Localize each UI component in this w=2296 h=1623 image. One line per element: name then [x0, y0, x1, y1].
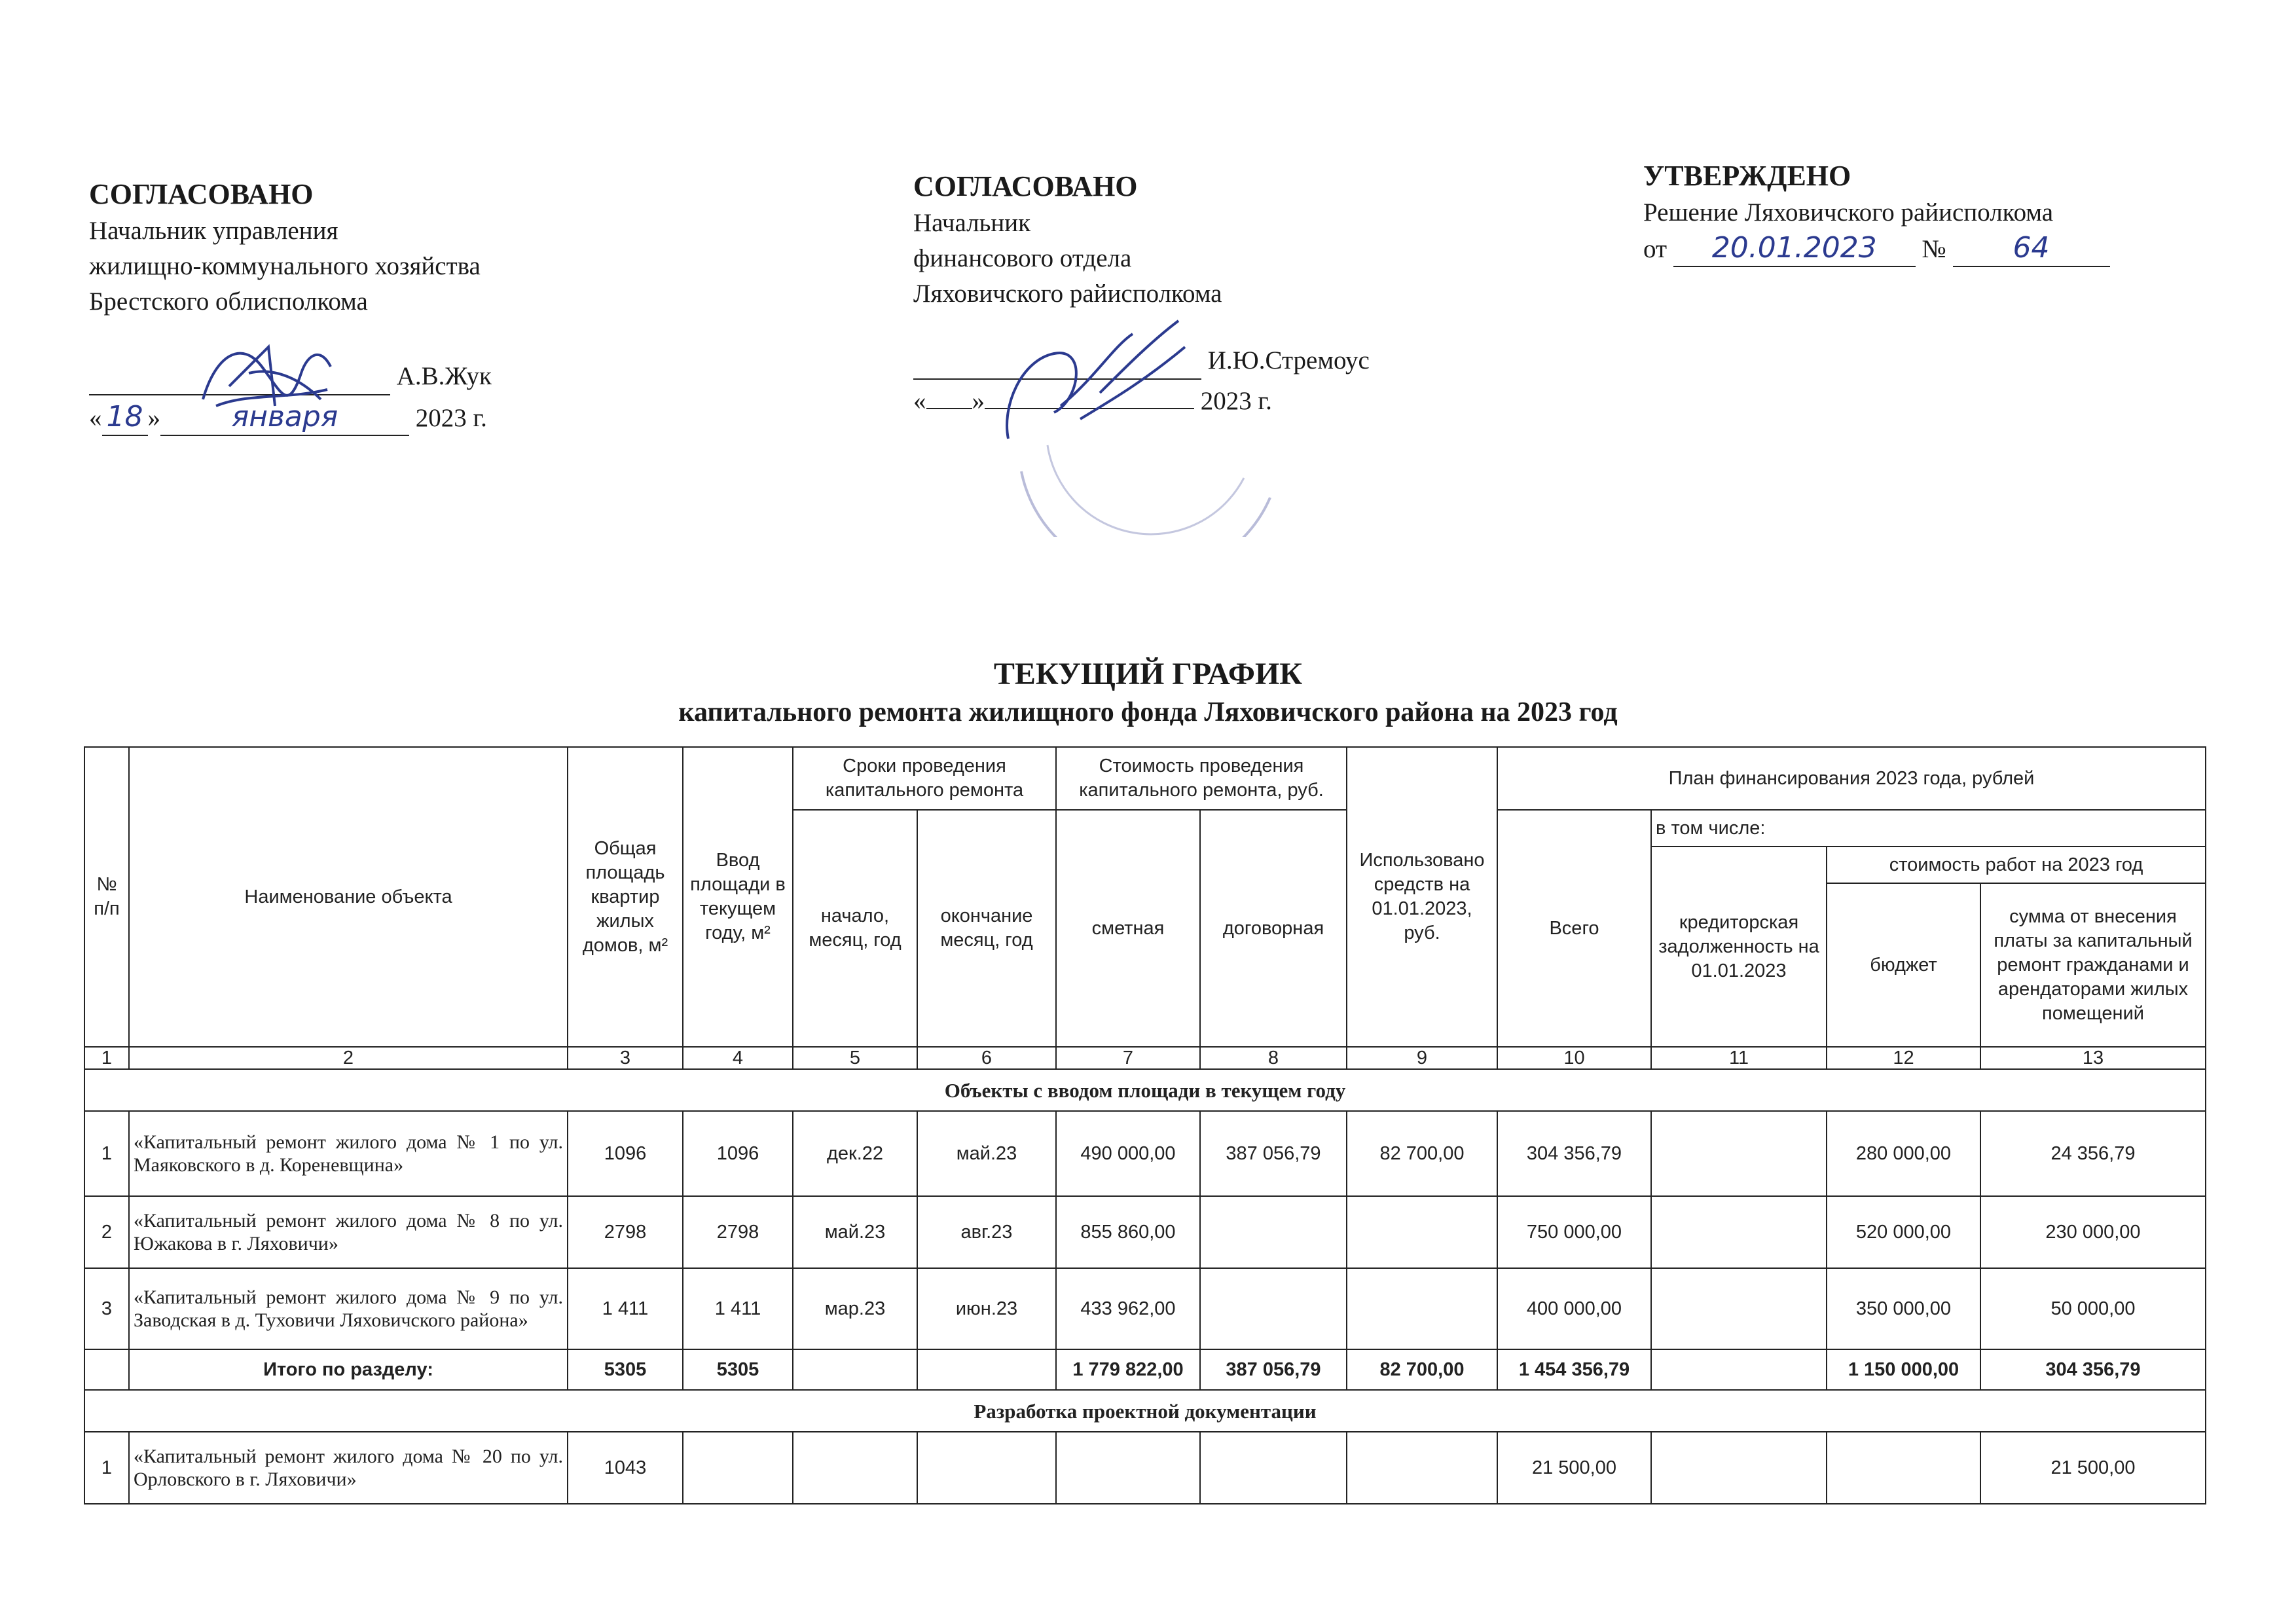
column-index: 3	[568, 1047, 683, 1069]
debt	[1651, 1268, 1827, 1349]
estimate-cost: 433 962,00	[1056, 1268, 1200, 1349]
header-citizens-payment: сумма от внесения платы за капитальный ремонт гражданами и арендаторами жилых помещений	[1980, 883, 2206, 1047]
end-date: июн.23	[917, 1268, 1056, 1349]
object-name: «Капитальный ремонт жилого дома № 9 по ул. Заводская в д. Туховичи Ляховичского района»	[129, 1268, 568, 1349]
header-number: № п/п	[84, 747, 129, 1047]
table-row	[84, 1268, 2206, 1349]
date-year: 2023 г.	[415, 404, 487, 432]
approval-title: СОГЛАСОВАНО	[913, 170, 1138, 202]
estimate-cost	[1056, 1432, 1200, 1504]
header-total-area: Общая площадь квартир жилых домов, м²	[568, 747, 683, 1047]
approval-line: Ляховичского райисполкома	[913, 280, 1222, 308]
input-area: 1 411	[683, 1268, 793, 1349]
row-number: 2	[84, 1196, 129, 1268]
column-index: 7	[1056, 1047, 1200, 1069]
signer-name: И.Ю.Стремоус	[1207, 346, 1370, 374]
section-title: Объекты с вводом площади в текущем году	[84, 1069, 2206, 1111]
header-contract: договорная	[1200, 810, 1347, 1047]
header-input-area: Ввод площади в текущем году, м²	[683, 747, 793, 1047]
end-date	[917, 1432, 1056, 1504]
plan-total: 750 000,00	[1497, 1196, 1651, 1268]
column-index: 2	[129, 1047, 568, 1069]
used-funds	[1347, 1196, 1497, 1268]
date-day	[926, 408, 972, 409]
total-area: 5305	[568, 1349, 683, 1390]
date-day: 18	[102, 399, 148, 436]
empty-cell	[917, 1349, 1056, 1390]
column-index: 13	[1980, 1047, 2206, 1069]
budget: 520 000,00	[1827, 1196, 1980, 1268]
debt	[1651, 1432, 1827, 1504]
budget: 1 150 000,00	[1827, 1349, 1980, 1390]
plan-total: 304 356,79	[1497, 1111, 1651, 1196]
total-area: 1043	[568, 1432, 683, 1504]
number-label: №	[1922, 235, 1946, 263]
plan-total: 400 000,00	[1497, 1268, 1651, 1349]
row-number: 1	[84, 1432, 129, 1504]
citizens-payment: 230 000,00	[1980, 1196, 2206, 1268]
section-total-row	[84, 1349, 2206, 1390]
row-number: 1	[84, 1111, 129, 1196]
approval-line: Начальник управления	[89, 217, 338, 245]
budget	[1827, 1432, 1980, 1504]
total-area: 1096	[568, 1111, 683, 1196]
start-date: дек.22	[793, 1111, 917, 1196]
object-name: «Капитальный ремонт жилого дома № 8 по ул. Южакова в г. Ляховичи»	[129, 1196, 568, 1268]
column-index: 6	[917, 1047, 1056, 1069]
column-index: 1	[84, 1047, 129, 1069]
contract-cost: 387 056,79	[1200, 1349, 1347, 1390]
estimate-cost: 1 779 822,00	[1056, 1349, 1200, 1390]
column-index: 8	[1200, 1047, 1347, 1069]
citizens-payment: 21 500,00	[1980, 1432, 2206, 1504]
column-index-row	[84, 1047, 2206, 1069]
section-row	[84, 1069, 2206, 1111]
plan-total: 1 454 356,79	[1497, 1349, 1651, 1390]
from-label: от	[1643, 235, 1667, 263]
section-title: Разработка проектной документации	[84, 1390, 2206, 1432]
used-funds	[1347, 1268, 1497, 1349]
approval-line: Брестского облисполкома	[89, 287, 368, 316]
input-area	[683, 1432, 793, 1504]
citizens-payment: 304 356,79	[1980, 1349, 2206, 1390]
date-month: января	[160, 399, 409, 436]
handwritten-signature-1	[190, 327, 347, 432]
end-date: авг.23	[917, 1196, 1056, 1268]
header-group-plan: План финансирования 2023 года, рублей	[1497, 747, 2206, 810]
header-including: в том числе:	[1651, 810, 2206, 847]
approval-line: Начальник	[913, 209, 1031, 237]
debt	[1651, 1111, 1827, 1196]
document-title-block	[0, 655, 2296, 731]
header-object-name: Наименование объекта	[129, 747, 568, 1047]
citizens-payment: 50 000,00	[1980, 1268, 2206, 1349]
column-index: 5	[793, 1047, 917, 1069]
empty-cell	[793, 1349, 917, 1390]
approval-title: СОГЛАСОВАНО	[89, 178, 314, 210]
row-number: 3	[84, 1268, 129, 1349]
approval-block-3	[1643, 157, 2232, 267]
header-estimate: сметная	[1056, 810, 1200, 1047]
contract-cost: 387 056,79	[1200, 1111, 1347, 1196]
total-label: Итого по разделу:	[129, 1349, 568, 1390]
column-index: 12	[1827, 1047, 1980, 1069]
empty-cell	[1651, 1349, 1827, 1390]
column-index: 9	[1347, 1047, 1497, 1069]
table-row	[84, 1196, 2206, 1268]
input-area: 5305	[683, 1349, 793, 1390]
contract-cost	[1200, 1196, 1347, 1268]
used-funds	[1347, 1432, 1497, 1504]
table-row	[84, 1432, 2206, 1504]
header-used-funds: Использовано средств на 01.01.2023, руб.	[1347, 747, 1497, 1047]
object-name: «Капитальный ремонт жилого дома № 1 по ул. Маяковского в д. Кореневщина»	[129, 1111, 568, 1196]
start-date: май.23	[793, 1196, 917, 1268]
header-group-works: стоимость работ на 2023 год	[1827, 847, 2206, 883]
section-row	[84, 1390, 2206, 1432]
input-area: 1096	[683, 1111, 793, 1196]
header-budget: бюджет	[1827, 883, 1980, 1047]
header-group-terms: Сроки проведения капитального ремонта	[793, 747, 1056, 810]
approval-title: УТВЕРЖДЕНО	[1643, 160, 1851, 192]
repair-schedule-table	[84, 746, 2206, 1504]
empty-cell	[84, 1349, 129, 1390]
debt	[1651, 1196, 1827, 1268]
citizens-payment: 24 356,79	[1980, 1111, 2206, 1196]
header-plan-total: Всего	[1497, 810, 1651, 1047]
approval-date: « » 2023 г.	[913, 387, 1272, 415]
approval-line: Решение Ляховичского райисполкома	[1643, 198, 2054, 227]
document-title: ТЕКУЩИЙ ГРАФИК	[993, 657, 1303, 691]
used-funds: 82 700,00	[1347, 1111, 1497, 1196]
estimate-cost: 490 000,00	[1056, 1111, 1200, 1196]
header-debt: кредиторская задолженность на 01.01.2023	[1651, 847, 1827, 1047]
end-date: май.23	[917, 1111, 1056, 1196]
total-area: 1 411	[568, 1268, 683, 1349]
object-name: «Капитальный ремонт жилого дома № 20 по ул. Орловского в г. Ляховичи»	[129, 1432, 568, 1504]
official-stamp	[1008, 367, 1283, 537]
budget: 350 000,00	[1827, 1268, 1980, 1349]
column-index: 10	[1497, 1047, 1651, 1069]
decision-number: 64	[1953, 230, 2110, 267]
contract-cost	[1200, 1432, 1347, 1504]
date-year: 2023 г.	[1200, 387, 1272, 415]
total-area: 2798	[568, 1196, 683, 1268]
input-area: 2798	[683, 1196, 793, 1268]
approval-date: « 18 » января 2023 г.	[89, 399, 587, 436]
column-index: 11	[1651, 1047, 1827, 1069]
table-row	[84, 1111, 2206, 1196]
document-subtitle: капитального ремонта жилищного фонда Ляховичского района на 2023 год	[678, 697, 1618, 727]
decision-ref	[1643, 230, 2232, 267]
column-index: 4	[683, 1047, 793, 1069]
used-funds: 82 700,00	[1347, 1349, 1497, 1390]
signer-name: А.В.Жук	[396, 362, 492, 390]
decision-date: 20.01.2023	[1673, 230, 1916, 267]
approval-line: финансового отдела	[913, 244, 1132, 272]
contract-cost	[1200, 1268, 1347, 1349]
header-end: окончание месяц, год	[917, 810, 1056, 1047]
budget: 280 000,00	[1827, 1111, 1980, 1196]
approval-line: жилищно-коммунального хозяйства	[89, 252, 481, 280]
header-group-cost: Стоимость проведения капитального ремонта, руб.	[1056, 747, 1347, 810]
start-date	[793, 1432, 917, 1504]
plan-total: 21 500,00	[1497, 1432, 1651, 1504]
estimate-cost: 855 860,00	[1056, 1196, 1200, 1268]
header-start: начало, месяц, год	[793, 810, 917, 1047]
start-date: мар.23	[793, 1268, 917, 1349]
